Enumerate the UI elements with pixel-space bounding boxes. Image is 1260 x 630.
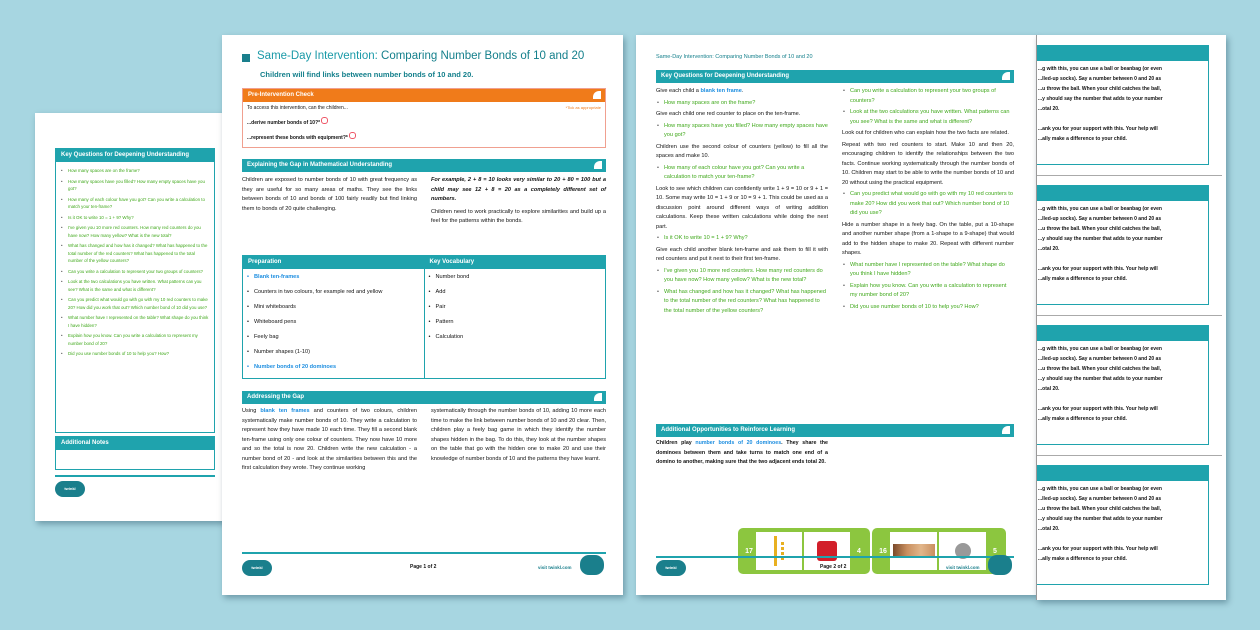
- card-thanks: ...ank you for your support with this. Your help will: [1038, 266, 1158, 272]
- pre-check-item[interactable]: ...represent these bonds with equipment?*: [247, 131, 601, 146]
- vocabulary-item: • Pattern: [428, 315, 603, 330]
- card-text: ...y should say the number that adds to your number: [1038, 96, 1163, 102]
- paragraph: [656, 87, 828, 97]
- card-text: ...lled-up socks). Say a number between 0 and 20 as: [1038, 496, 1162, 502]
- paragraph: [656, 185, 828, 233]
- paragraph-text: Children use the second colour of counters (yellow) to fill all the spaces and make 10.: [656, 143, 828, 159]
- question-item: • Can you write a calculation to represent your two groups of counters?: [842, 87, 1014, 106]
- tick-box-icon[interactable]: [349, 132, 356, 139]
- card-thanks: ...ally make a difference to your child.: [1038, 136, 1127, 142]
- card-header: [1036, 46, 1208, 61]
- pre-intervention-header: Pre-Intervention Check: [243, 89, 605, 102]
- page-subtitle: Children will find links between number bonds of 10 and 20.: [260, 70, 474, 79]
- parent-card: [1036, 185, 1209, 305]
- domino-card: [872, 528, 1006, 574]
- question-item: • Can you predict what would go with go with my 10 red counters to make 20? How did you work that out? Which number bond of 10 did you use?: [842, 190, 1014, 219]
- card-spacer: [1038, 254, 1204, 264]
- card-thanks: ...ally make a difference to your child.: [1038, 416, 1127, 422]
- card-divider: [1037, 455, 1222, 456]
- card-spacer: [1038, 114, 1204, 124]
- domino-end-number: 16: [876, 532, 890, 570]
- dominoes-link[interactable]: number bonds of 20 dominoes: [695, 440, 782, 446]
- preparation-table: [242, 255, 606, 379]
- tens-rod-icon: [756, 532, 804, 570]
- card-divider: [1037, 175, 1222, 176]
- paragraph-text: Look out for children who can explain how the two facts are related.: [842, 130, 1009, 136]
- card-header: [1036, 466, 1208, 481]
- additional-section: [656, 424, 1014, 468]
- question-item: • Explain how you know. Can you write a calculation to represent my number bond of 20?: [842, 282, 1014, 301]
- worksheet-page-cards: [1036, 35, 1226, 600]
- card-text: ...otal 20.: [1038, 526, 1060, 532]
- question-item: • Is it OK to write 10 = 1 + 9? Why?: [60, 214, 210, 222]
- question-item: • What has changed and how has it changed? What has happened to the total number of the red counters? What has happened to the total number of the yellow counters?: [656, 288, 828, 317]
- paragraph: [842, 221, 1014, 259]
- twinkl-logo: twinkl: [242, 560, 272, 576]
- footer-line: [656, 556, 1014, 558]
- vocabulary-header: Key Vocabulary: [425, 256, 606, 269]
- preparation-item[interactable]: • Number bonds of 20 dominoes: [246, 360, 421, 375]
- question-item: • What has changed and how has it changed? What has happened to the total number of the red counters? What has happened to the total number of the yellow counters?: [60, 242, 210, 265]
- blank-ten-frame-link[interactable]: blank ten frame: [700, 88, 742, 94]
- card-header: [1036, 326, 1208, 341]
- question-item: • I've given you 10 more red counters. How many red counters do you have now? How many yellow? What is the new total?: [60, 224, 210, 239]
- card-text: ...u throw the ball. When your child catches the ball,: [1038, 226, 1162, 232]
- paragraph-text: .: [741, 88, 744, 94]
- paragraph-text: Repeat with two red counters to start. Make 10 and then 20, encouraging children to identify the relationships between the two facts. Continue working systematically through the number bonds of 10. Children may start to be able to write the number bonds of 10 and 20 without using the practical equipment.: [842, 141, 1014, 186]
- page-header: Same-Day Intervention: Comparing Number Bonds of 10 and 20: [656, 54, 813, 60]
- pre-check-item[interactable]: ...derive number bonds of 10?*: [247, 116, 601, 131]
- parent-card: [1036, 465, 1209, 585]
- card-text: ...lled-up socks). Say a number between 0 and 20 as: [1038, 76, 1162, 82]
- domino-end-number: 5: [988, 532, 1002, 570]
- question-item: • How many of each colour have you got? Can you write a calculation to match your ten-frame?: [60, 196, 210, 211]
- question-item: • Look at the two calculations you have written. What patterns can you see? What is the same and what is different?: [60, 278, 210, 293]
- addressing-section: [242, 391, 606, 474]
- pre-check-intro: To access this intervention, can the children...: [247, 105, 348, 111]
- card-text: ...otal 20.: [1038, 106, 1060, 112]
- question-item: • What number have I represented on the table? What shape do you think I have hidden?: [60, 314, 210, 329]
- card-spacer: [1038, 534, 1204, 544]
- key-questions-box: [55, 148, 215, 433]
- question-item: • How many spaces are on the frame?: [60, 167, 210, 175]
- question-item: • How many of each colour have you got? Can you write a calculation to match your ten-frame?: [656, 164, 828, 183]
- domino-end-number: 4: [852, 532, 866, 570]
- worksheet-page-2: [636, 35, 1036, 595]
- preparation-item: • Number shapes (1-10): [246, 345, 421, 360]
- domino-end-number: 17: [742, 532, 756, 570]
- title-square-icon: [242, 54, 250, 62]
- card-text: ...g with this, you can use a ball or beanbag (or even: [1038, 206, 1162, 212]
- addressing-header: Addressing the Gap: [242, 391, 606, 404]
- card-body: [1036, 201, 1208, 284]
- paragraph: [842, 129, 1014, 139]
- explaining-right-text: Children need to work practically to explore similarities and build up a feel for the patterns within the bonds.: [431, 208, 606, 224]
- page-title: Same-Day Intervention: Comparing Number Bonds of 10 and 20: [257, 50, 585, 62]
- card-text: ...otal 20.: [1038, 386, 1060, 392]
- card-text: ...u throw the ball. When your child catches the ball,: [1038, 506, 1162, 512]
- tick-note: *Tick as appropriate: [565, 105, 601, 110]
- question-item: • How many spaces are on the frame?: [656, 99, 828, 109]
- tick-box-icon[interactable]: [321, 117, 328, 124]
- question-item: • Can you predict what would go with go with my 10 red counters to make 20? How did you work that out? Which number bond of 10 did you use?: [60, 296, 210, 311]
- question-item: • Look at the two calculations you have written. What patterns can you see? What is the same and what is different?: [842, 108, 1014, 127]
- paragraph-text: Look to see which children can confidently write 1 + 9 = 10 or 9 + 1 = 10. Some may write 10 = 1 + 9 or 10 = 9 + 1. This could be used as a discussion point around different ways of writing addition calculations. Keep these written calculations while doing the next part.: [656, 185, 828, 230]
- explaining-header: Explaining the Gap in Mathematical Understanding: [242, 159, 606, 172]
- footer-line: [242, 552, 606, 554]
- preparation-item: • Whiteboard pens: [246, 315, 421, 330]
- pre-intervention-box: [242, 88, 606, 148]
- parent-card: [1036, 45, 1209, 165]
- card-spacer: [1038, 394, 1204, 404]
- question-item: • Can you write a calculation to represent your two groups of counters?: [60, 268, 210, 276]
- additional-text: Children play number bonds of 20 dominoes. They share the dominoes between them and take turns to match one end of a domino to another, making sure that the two adjacent ends total 20.: [656, 440, 828, 465]
- twinkl-logo: twinkl: [656, 560, 686, 576]
- site-link[interactable]: visit twinkl.com: [538, 565, 572, 570]
- preparation-item: • Mini whiteboards: [246, 300, 421, 315]
- preparation-header: Preparation: [243, 256, 424, 269]
- vocabulary-item: • Calculation: [428, 330, 603, 345]
- question-item: • How many spaces have you filled? How many empty spaces have you got?: [60, 178, 210, 193]
- explaining-section: [242, 159, 606, 227]
- card-text: ...y should say the number that adds to your number: [1038, 236, 1163, 242]
- card-thanks: ...ally make a difference to your child.: [1038, 556, 1127, 562]
- paragraph: [842, 141, 1014, 189]
- page-number: Page 2 of 2: [820, 564, 847, 570]
- paragraph: [656, 246, 828, 265]
- card-text: ...g with this, you can use a ball or beanbag (or even: [1038, 346, 1162, 352]
- site-link[interactable]: visit twinkl.com: [946, 565, 980, 570]
- twinkl-badge-icon: [580, 555, 604, 575]
- card-text: ...lled-up socks). Say a number between 0 and 20 as: [1038, 216, 1162, 222]
- card-thanks: ...ank you for your support with this. Your help will: [1038, 126, 1158, 132]
- domino-card: [738, 528, 870, 574]
- additional-notes-box: [55, 436, 215, 470]
- twinkl-logo: twinkl: [55, 481, 85, 497]
- addressing-right-text: systematically through the number bonds of 10, adding 10 more each time to make the link between number bonds of 10 and 20 clear. Then, children play a feely bag game in which they identify the number shapes hidden in the bag. To do this, they look at the number shapes on the table that go with the hidden one to make 20 and use their knowledge of number bonds of 10 and the patterns they have learnt.: [431, 408, 606, 462]
- preparation-item: • Counters in two colours, for example red and yellow: [246, 285, 421, 300]
- question-item: • Did you use number bonds of 10 to help you? How?: [60, 350, 210, 358]
- additional-header: Additional Opportunities to Reinforce Learning: [656, 424, 1014, 437]
- twinkl-badge-icon: [988, 555, 1012, 575]
- card-thanks: ...ank you for your support with this. Your help will: [1038, 406, 1158, 412]
- card-text: ...u throw the ball. When your child catches the ball,: [1038, 366, 1162, 372]
- card-divider: [1037, 315, 1222, 316]
- paragraph-text: Give each child a: [656, 88, 701, 94]
- card-text: ...otal 20.: [1038, 246, 1060, 252]
- card-text: ...g with this, you can use a ball or beanbag (or even: [1038, 486, 1162, 492]
- question-item: • What number have I represented on the table? What shape do you think I have hidden?: [842, 261, 1014, 280]
- hands-icon: [890, 532, 939, 570]
- additional-notes-header: Additional Notes: [56, 437, 214, 450]
- card-header: [1036, 186, 1208, 201]
- card-thanks: ...ally make a difference to your child.: [1038, 276, 1127, 282]
- preparation-item: • Feely bag: [246, 330, 421, 345]
- question-item: • Is it OK to write 10 = 1 + 9? Why?: [656, 234, 828, 244]
- key-questions-header: Key Questions for Deepening Understanding: [56, 149, 214, 162]
- key-questions-header: Key Questions for Deepening Understanding: [656, 70, 1014, 83]
- parent-card: [1036, 325, 1209, 445]
- question-item: • Did you use number bonds of 10 to help you? How?: [842, 303, 1014, 313]
- card-text: ...lled-up socks). Say a number between 0 and 20 as: [1038, 356, 1162, 362]
- page-number: Page 1 of 2: [410, 564, 437, 570]
- question-item: • I've given you 10 more red counters. How many red counters do you have now? How many yellow? What is the new total?: [656, 267, 828, 286]
- footer-line: [55, 475, 215, 477]
- card-text: ...u throw the ball. When your child catches the ball,: [1038, 86, 1162, 92]
- card-text: ...y should say the number that adds to your number: [1038, 516, 1163, 522]
- card-text: ...y should say the number that adds to your number: [1038, 376, 1163, 382]
- explaining-example: For example, 2 + 8 = 10 looks very similar to 20 + 80 = 100 but a child may see 12 + 8 = 20 as a completely different set of numbers.: [431, 177, 606, 202]
- blank-ten-frames-link[interactable]: blank ten frames: [260, 408, 310, 414]
- vocabulary-item: • Add: [428, 285, 603, 300]
- addressing-left-text: Using blank ten frames and counters of two colours, children systematically make number bonds of 10. They write a calculation to represent how they have made 10 each time. They fill a second blank ten-frame using only one colour of counters. They now have 10 more and so the total is now 20. Children write the new calculation - a number bond of 20 - and look at the similarities between this and the first calculation they wrote. They continue working: [242, 408, 417, 471]
- card-text: ...g with this, you can use a ball or beanbag (or even: [1038, 66, 1162, 72]
- card-body: [1036, 341, 1208, 424]
- worksheet-page-back: [35, 113, 230, 521]
- vocabulary-item: • Number bond: [428, 270, 603, 285]
- card-body: [1036, 61, 1208, 144]
- question-item: • Explain how you know. Can you write a calculation to represent my number bond of 20?: [60, 332, 210, 347]
- question-item: • How many spaces have you filled? How many empty spaces have you got?: [656, 122, 828, 141]
- card-thanks: ...ank you for your support with this. Your help will: [1038, 546, 1158, 552]
- vocabulary-item: • Pair: [428, 300, 603, 315]
- paragraph: [656, 110, 828, 120]
- preparation-item[interactable]: • Blank ten-frames: [246, 270, 421, 285]
- explaining-left-text: Children are exposed to number bonds of 10 with great frequency as they are useful for so many areas of maths. They see the links between bonds of 10 and bonds of 100 fairly readily but find linking them to bonds of 20 quite challenging.: [242, 177, 417, 212]
- worksheet-page-1: [222, 35, 623, 595]
- paragraph-text: Give each child one red counter to place on the ten-frame.: [656, 111, 801, 117]
- paragraph-text: Give each child another blank ten-frame and ask them to fill it with red counters and put it next to their first ten-frame.: [656, 246, 828, 262]
- paragraph: [656, 143, 828, 162]
- paragraph-text: Hide a number shape in a feely bag. On the table, put a 10-shape and another number shape (from a 1-shape to a 9-shape) that would add to the hidden shape to make 20. Repeat with different number shapes.: [842, 221, 1014, 256]
- card-body: [1036, 481, 1208, 564]
